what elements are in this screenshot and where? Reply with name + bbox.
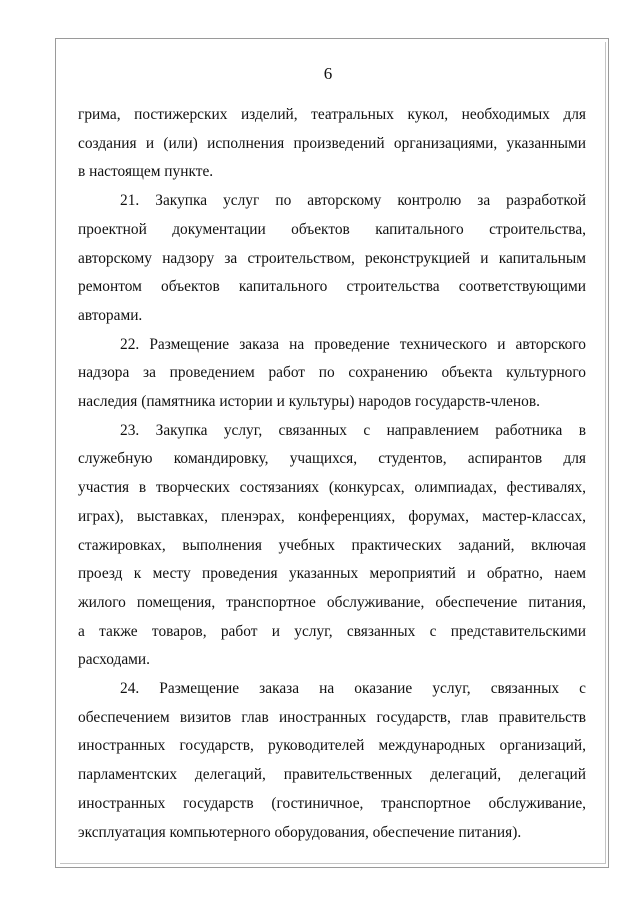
text-line: 22. Размещение заказа на проведение технического и авторского (120, 335, 586, 353)
text-line: 24. Размещение заказа на оказание услуг, связанных с (120, 680, 586, 698)
text-line: жилого помещения, транспортное обслуживание, обеспечение питания, (78, 593, 586, 611)
text-line: эксплуатация компьютерного оборудования, обеспечение питания). (78, 823, 522, 841)
text-line: в настоящем пункте. (78, 163, 214, 181)
document-body (78, 101, 586, 847)
text-line: авторами. (78, 306, 143, 324)
text-line: участия в творческих состязаниях (конкурсах, олимпиадах, фестивалях, (78, 479, 586, 497)
paragraph-item-23 (78, 417, 586, 675)
text-line: грима, постижерских изделий, театральных кукол, необходимых для (78, 106, 586, 123)
text-line: проектной документации объектов капитального строительства, (78, 220, 586, 238)
paragraph-item-24 (78, 675, 586, 847)
page-number: 6 (323, 64, 333, 83)
text-line: обеспечением визитов глав иностранных государств, глав правительств (78, 708, 586, 726)
text-line: а также товаров, работ и услуг, связанных с представительскими (78, 622, 586, 640)
text-line: авторскому надзору за строительством, реконструкцией и капитальным (78, 249, 586, 267)
paragraph-item-22 (78, 331, 586, 417)
paragraph-item-21 (78, 187, 586, 331)
text-line: ремонтом объектов капитального строительства соответствующими (78, 278, 586, 296)
text-line: иностранных государств, руководителей международных организаций, (78, 737, 586, 755)
text-line: проезд к месту проведения указанных мероприятий и обратно, наем (78, 565, 586, 583)
text-line: 23. Закупка услуг, связанных с направлением работника в (120, 421, 586, 439)
text-line: 21. Закупка услуг по авторскому контролю за разработкой (120, 192, 586, 210)
text-line: иностранных государств (гостиничное, транспортное обслуживание, (78, 794, 586, 812)
text-line: наследия (памятника истории и культуры) народов государств-членов. (78, 393, 540, 411)
text-line: надзора за проведением работ по сохранению объекта культурного (78, 364, 586, 382)
text-line: создания и (или) исполнения произведений организациями, указанными (78, 134, 586, 152)
paragraph-continuation (78, 101, 586, 187)
text-line: парламентских делегаций, правительственных делегаций, делегаций (78, 766, 586, 784)
text-line: расходами. (78, 651, 151, 669)
text-line: стажировках, выполнения учебных практических заданий, включая (78, 536, 586, 554)
text-line: служебную командировку, учащихся, студентов, аспирантов для (78, 450, 586, 468)
text-line: играх), выставках, пленэрах, конференциях, форумах, мастер-классах, (78, 507, 586, 525)
